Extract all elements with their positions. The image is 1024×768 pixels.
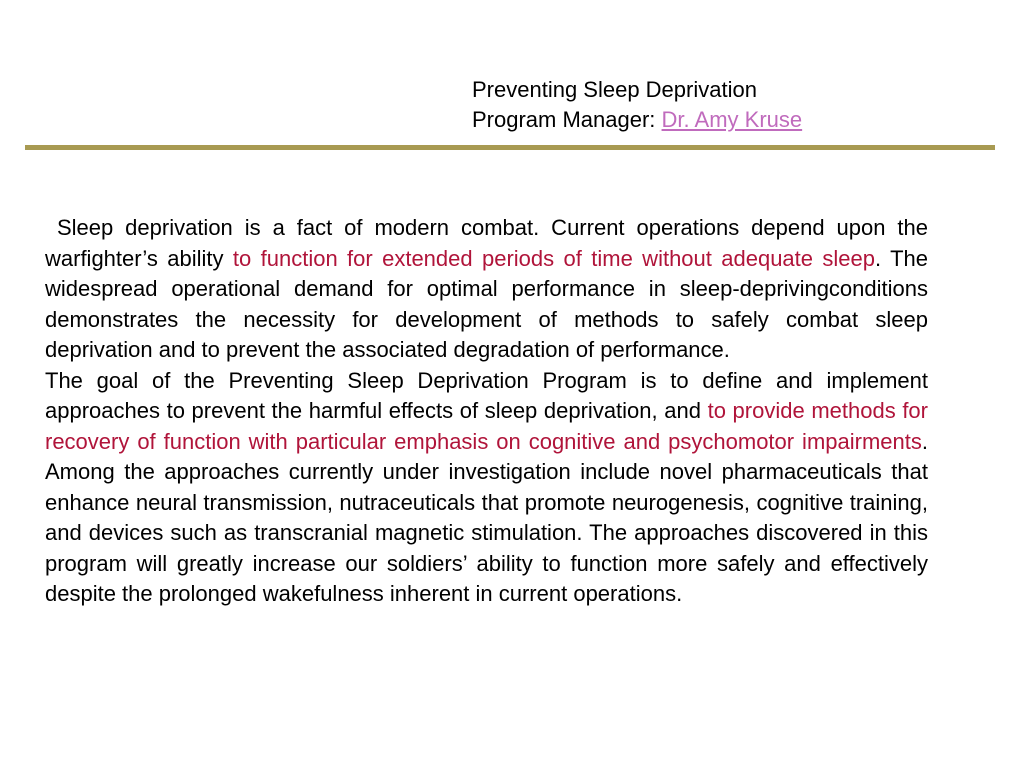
- p2-text-1: The goal of the Preventing Sleep Deprivation Program is to define and implement approaches to prevent the harmful effects of sleep deprivation, and: [45, 367, 928, 423]
- manager-name-link[interactable]: Dr. Amy Kruse: [661, 107, 803, 132]
- header-divider: [25, 145, 995, 150]
- paragraph-1: [45, 213, 928, 366]
- paragraph-2: [45, 366, 928, 610]
- manager-line: [472, 105, 802, 135]
- p2-highlight: to provide methods for recovery of function with particular emphasis on cognitive and psychomotor impairments: [45, 398, 928, 454]
- manager-label: Program Manager:: [472, 107, 656, 132]
- body-text: [45, 213, 928, 610]
- p2-text-2: . Among the approaches currently under investigation include novel pharmaceuticals that enhance neural transmission, nutraceuticals that promote neurogenesis, cognitive training, and devices such as transcranial magnetic stimulation. The approaches discovered in this program will greatly increase our soldiers’ ability to function more safely and effectively despite the prolonged wakefulness inherent in current operations.: [45, 428, 928, 606]
- slide-header: [472, 75, 802, 135]
- p1-text-1: Sleep deprivation is a fact of modern combat. Current operations depend upon the warfighter’s ability: [45, 215, 928, 271]
- page-title: Preventing Sleep Deprivation: [472, 77, 757, 102]
- p1-highlight: to function for extended periods of time without adequate sleep: [232, 245, 875, 271]
- p1-text-2: . The widespread operational demand for optimal performance in sleep-deprivingconditions demonstrates the necessity for development of methods to safely combat sleep deprivation and to prevent the associated degradation of performance.: [45, 245, 928, 362]
